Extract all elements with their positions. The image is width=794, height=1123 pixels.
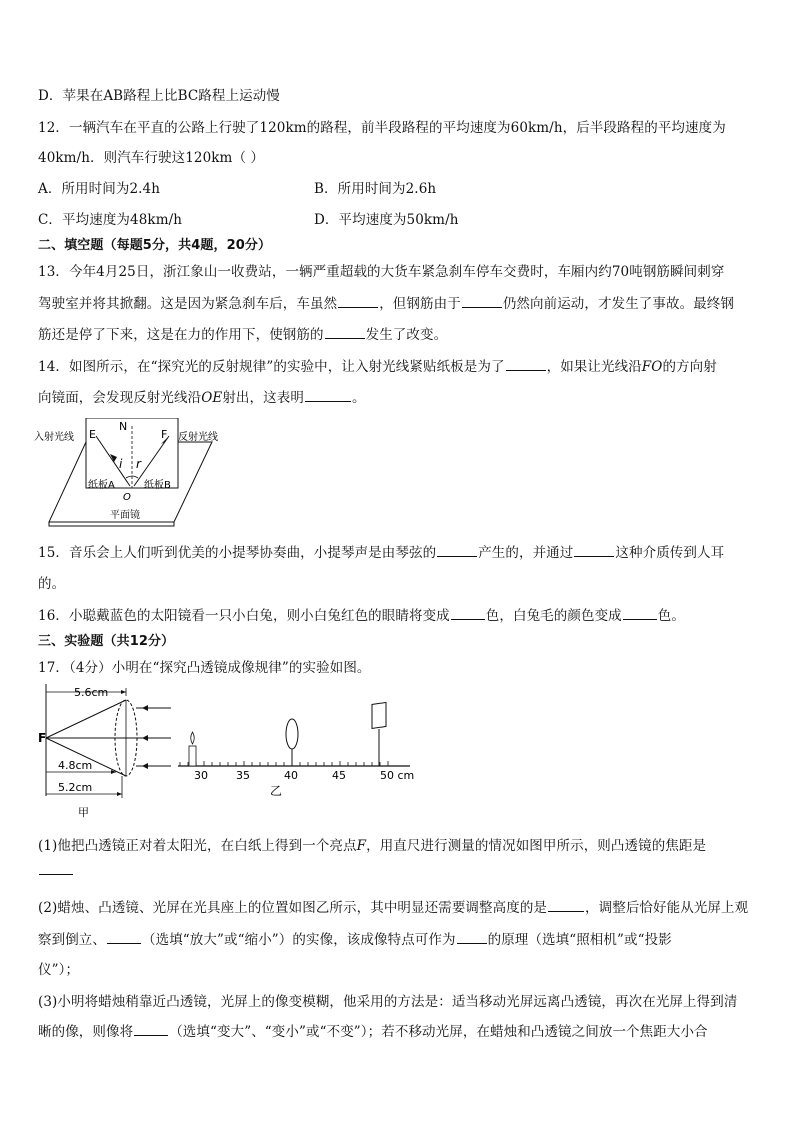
q12-option-a: A．所用时间为2.4h: [38, 181, 161, 197]
q12-stem-line1: 12．一辆汽车在平直的公路上行驶了120km的路程，前半段路程的平均速度为60km/h，后半段路程的平均速度为: [38, 120, 726, 136]
q17-part2-line3: 仪”）；: [38, 962, 80, 978]
q17-part3-line2: [38, 1020, 708, 1040]
q13-line3: [38, 323, 447, 343]
distance-5-2-label: 5.2cm: [58, 781, 93, 794]
q13-text-e: 发生了改变。: [365, 327, 448, 343]
q13-line1: 13．今年4月25日，浙江象山一收费站，一辆严重超载的大货车紧急刹车停车交费时，车厢内约70吨钢筋瞬间刺穿: [38, 264, 725, 280]
q17-part3-line1: (3)小明将蜡烛稍靠近凸透镜，光屏上的像变模糊，他采用的方法是：适当移动光屏远离凸透镜，再次在光屏上得到清: [38, 994, 738, 1010]
section-fill-in-title: 二、填空题（每题5分，共4题，20分）: [38, 238, 272, 253]
arrow-top: [142, 705, 148, 711]
q12-option-d: D．平均速度为50km/h: [314, 212, 459, 228]
figure-jia-label: 甲: [78, 806, 89, 819]
ray-top: [46, 700, 126, 738]
q14-text-b: ，如果让光线沿: [546, 359, 642, 375]
q17-p2-text-b: ，调整后恰好能从光屏上观: [585, 900, 749, 916]
q14-text-a: 14．如图所示，在“探究光的反射规律”的实验中，让入射光线紧贴纸板是为了: [38, 359, 505, 375]
q12-option-c: C．平均速度为48km/h: [38, 212, 183, 228]
q16-text-b: 色，白兔毛的颜色变成: [485, 608, 622, 624]
q13-blank-3[interactable]: [325, 326, 365, 339]
q17-p3-text-b: 晰的像，则像将: [38, 1024, 134, 1040]
dimension-arrow-1: [121, 690, 126, 694]
q12-option-b: B．所用时间为2.6h: [314, 181, 437, 197]
q15-blank-2[interactable]: [574, 544, 614, 557]
optical-bench-figure: [176, 700, 416, 800]
tick-label-30: 30: [194, 769, 208, 782]
q17-part2-line2: [38, 928, 672, 948]
q17-p2-text-e: 的原理（选填“照相机”或“投影: [487, 932, 672, 948]
figure-yi-label: 乙: [270, 784, 283, 798]
q17-p1-text-b: ，用直尺进行测量的情况如图甲所示，则凸透镜的焦距是: [366, 838, 707, 854]
q17-part2-line1: [38, 896, 748, 916]
q16-text-a: 16．小聪戴蓝色的太阳镜看一只小白兔，则小白兔红色的眼睛将变成: [38, 608, 450, 624]
mirror-label: 平面镜: [110, 510, 140, 521]
q14-text-f: 。: [351, 390, 366, 406]
q17-p1-f: F: [356, 838, 367, 854]
point-n-label: N: [119, 420, 128, 433]
q17-p2-text-a: (2)蜡烛、凸透镜、光屏在光具座上的位置如图乙所示，其中明显还需要调整高度的是: [38, 900, 548, 916]
focal-length-figure: [36, 680, 176, 820]
q17-part1-answer-line: [38, 862, 74, 879]
board-a-label: 纸板A: [88, 480, 115, 491]
reflection-figure: [34, 418, 219, 528]
board-b-label: 纸板B: [144, 480, 171, 491]
q16-blank-2[interactable]: [623, 607, 657, 620]
q13-text-d: 筋还是停了下来，这是在力的作用下，使钢筋的: [38, 327, 324, 343]
tick-label-35: 35: [236, 769, 250, 782]
q14-fo-label: FO: [641, 359, 663, 375]
focus-f-label: F: [38, 731, 47, 745]
q17-blank-1[interactable]: [39, 862, 73, 875]
q17-blank-5[interactable]: [134, 1023, 168, 1036]
arrow-bottom: [142, 763, 148, 769]
q14-blank-2[interactable]: [305, 389, 351, 402]
q15-line2: 的。: [38, 576, 66, 592]
q17-p2-text-d: （选填“放大”或“缩小”）的实像，该成像特点可作为: [142, 932, 456, 948]
q16-blank-1[interactable]: [451, 607, 485, 620]
q14-text-c: 的方向射: [662, 359, 717, 375]
q17-part1: [38, 834, 706, 854]
bench-ticks: [180, 761, 388, 766]
q17-blank-2[interactable]: [548, 899, 584, 912]
point-o-label: O: [123, 492, 131, 503]
q15-text-a: 15．音乐会上人们听到优美的小提琴协奏曲，小提琴声是由琴弦的: [38, 545, 437, 561]
q15-text-b: 产生的，并通过: [478, 545, 574, 561]
mirror-plate-edge: [49, 522, 174, 526]
q17-stem: 17．（4分）小明在“探究凸透镜成像规律”的实验如图。: [38, 660, 371, 676]
incident-label: 入射光线: [34, 432, 74, 443]
point-e-label: E: [89, 428, 96, 441]
tick-label-45: 45: [332, 769, 346, 782]
candle-flame: [191, 732, 195, 744]
q15-blank-1[interactable]: [437, 544, 477, 557]
section-experiment-title: 三、实验题（共12分）: [38, 634, 175, 649]
q16-line: [38, 604, 685, 624]
q14-blank-1[interactable]: [506, 358, 546, 371]
distance-4-8-label: 4.8cm: [58, 759, 93, 772]
candle-body: [189, 746, 196, 766]
q17-p1-text-a: (1)他把凸透镜正对着太阳光，在白纸上得到一个亮点: [38, 838, 357, 854]
q15-text-c: 这种介质传到人耳: [615, 545, 725, 561]
convex-lens: [286, 719, 298, 749]
tick-label-50cm: 50 cm: [380, 769, 415, 782]
q13-text-c: 仍然向前运动，才发生了事故。最终钢: [502, 296, 735, 312]
q17-blank-3[interactable]: [107, 931, 141, 944]
arrow-middle: [142, 735, 148, 741]
angle-i-label: i: [119, 457, 123, 471]
q13-blank-2[interactable]: [462, 295, 502, 308]
light-screen: [372, 702, 386, 728]
q17-p2-text-c: 察到倒立、: [38, 932, 106, 948]
q12-stem-line2: 40km/h．则汽车行驶这120km（ ）: [38, 150, 265, 166]
q14-line2: [38, 386, 366, 406]
reflected-label: 反射光线: [178, 432, 218, 443]
dimension-arrow-3: [117, 792, 122, 796]
distance-5-6-label: 5.6cm: [74, 686, 109, 699]
q14-text-e: 射出，这表明: [222, 390, 304, 406]
q11-option-d: D．苹果在AB路程上比BC路程上运动慢: [38, 88, 280, 104]
q13-blank-1[interactable]: [338, 295, 378, 308]
q13-text-a: 驾驶室并将其掀翻。这是因为紧急刹车后，车虽然: [38, 296, 338, 312]
tick-label-40: 40: [284, 769, 298, 782]
q17-blank-4[interactable]: [457, 931, 487, 944]
q14-text-d: 向镜面，会发现反射光线沿: [38, 390, 202, 406]
q15-line1: [38, 541, 724, 561]
angle-r-label: r: [136, 457, 141, 471]
q16-text-c: 色。: [657, 608, 685, 624]
q17-p3-text-c: （选填“变大”、“变小”或“不变”）；若不移动光屏，在蜡烛和凸透镜之间放一个焦距大小合: [169, 1024, 708, 1040]
q13-text-b: ，但钢筋由于: [379, 296, 461, 312]
point-f-label: F: [161, 428, 168, 441]
q13-line2: [38, 292, 734, 312]
q14-line1: [38, 355, 717, 375]
q14-oe-label: OE: [201, 390, 223, 406]
